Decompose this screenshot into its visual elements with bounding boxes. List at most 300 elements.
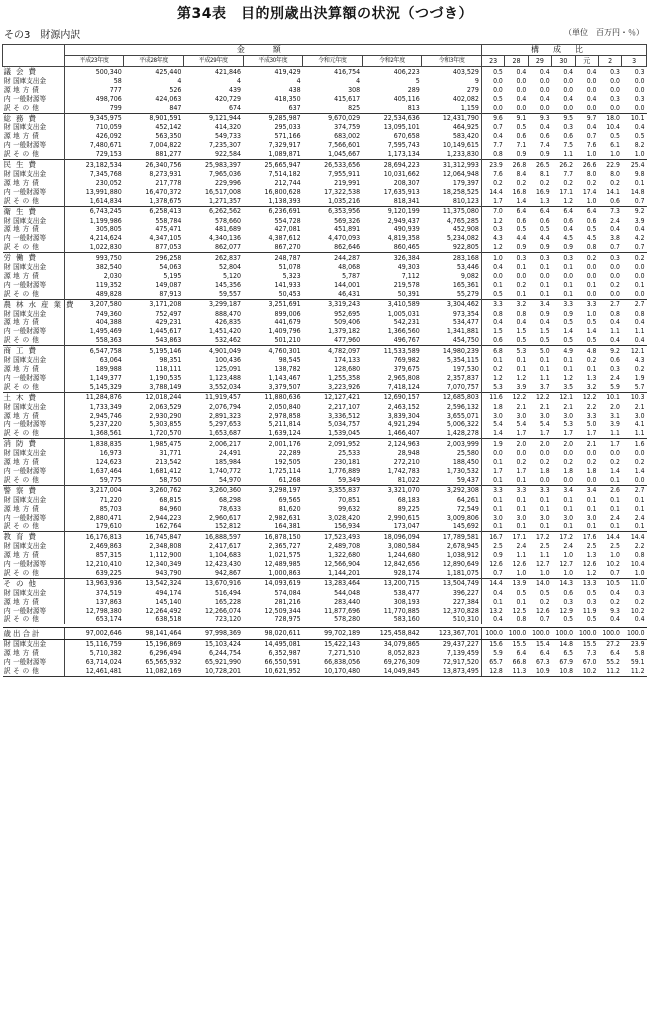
amount-cell: 2,596,132	[446, 402, 479, 411]
amount-cell: 1,138,393	[268, 196, 301, 205]
ratio-cell: 0.8	[516, 615, 527, 624]
amount-cell: 538,477	[393, 588, 420, 597]
amount-cell: 85,703	[64, 505, 124, 514]
amount-cell: 498,706	[64, 95, 124, 104]
amount-cell: 3,260,360	[183, 485, 243, 495]
amount-cell: 415,617	[334, 94, 361, 103]
ratio-cell: 8.0	[610, 169, 620, 178]
amount-cell: 4,819,358	[387, 234, 420, 243]
amount-cell: 3,299,187	[183, 299, 243, 309]
amount-cell: 174,133	[334, 356, 361, 365]
ratio-cell: 0.5	[481, 95, 504, 104]
ratio-cell: 0.0	[586, 76, 597, 85]
amount-cell: 2,945,746	[64, 412, 124, 421]
amount-cell: 2,124,963	[362, 439, 422, 449]
ratio-cell: 3.0	[481, 514, 504, 523]
ratio-cell: 5.3	[505, 346, 528, 356]
source-label: 一般財源等	[13, 373, 47, 382]
source-row	[3, 429, 647, 438]
amount-cell: 532,462	[214, 336, 241, 345]
amount-cell: 7,329,917	[268, 141, 301, 150]
ratio-cell: 0.1	[539, 504, 550, 513]
ratio-cell: 10.1	[598, 392, 621, 402]
source-label: その他	[13, 103, 42, 112]
amount-cell: 12,690,157	[362, 392, 422, 402]
amount-cell: 7,566,601	[328, 141, 361, 150]
unit-note: （単位 百万円・％）	[564, 28, 644, 37]
amount-cell: 6,296,494	[149, 649, 182, 658]
amount-cell: 825	[348, 103, 361, 112]
source-label: 地方債	[13, 225, 42, 234]
ratio-cell: 0.7	[634, 196, 645, 205]
ratio-cell: 0.3	[610, 94, 620, 103]
ratio-cell: 0.2	[634, 597, 645, 606]
ratio-cell: 0.7	[539, 615, 550, 624]
ratio-cell: 5.8	[634, 649, 645, 658]
amount-cell: 11,284,876	[64, 392, 124, 402]
ratio-cell: 0.6	[516, 132, 527, 141]
ratio-cell: 7.0	[481, 206, 504, 216]
ratio-cell: 2.1	[634, 402, 645, 411]
amount-cell: 6,547,758	[64, 346, 124, 356]
amount-cell: 1,733,349	[64, 403, 124, 412]
ratio-cell: 0.0	[610, 76, 620, 85]
side-kanji: 訳	[3, 667, 11, 676]
ratio-cell: 0.1	[610, 522, 620, 531]
ratio-cell: 5.4	[516, 420, 527, 429]
ratio-cell: 10.2	[606, 560, 620, 569]
amount-cell: 728,975	[274, 615, 301, 624]
ratio-cell: 3.4	[552, 485, 575, 495]
ratio-cell: 3.9	[634, 216, 645, 225]
amount-cell: 1,838,835	[64, 439, 124, 449]
amount-cell: 8,901,591	[124, 113, 184, 123]
amount-cell: 7,345,768	[64, 170, 124, 179]
amount-cell: 510,310	[452, 615, 479, 624]
source-label: 地方債	[13, 318, 42, 327]
amount-cell: 3,028,420	[328, 513, 361, 522]
ratio-cell: 0.2	[563, 458, 574, 467]
ratio-cell: 0.1	[539, 365, 550, 373]
ratio-cell: 0.0	[539, 76, 550, 85]
amount-cell: 69,276,309	[383, 658, 420, 667]
ratio-cell: 0.9	[481, 551, 504, 560]
ratio-cell: 0.6	[481, 336, 504, 345]
amount-cell: 283,168	[422, 253, 482, 263]
amount-cell: 11,880,636	[243, 392, 303, 402]
ratio-cell: 0.2	[586, 458, 597, 467]
ratio-cell: 15.4	[536, 640, 550, 649]
amount-cell: 70,851	[338, 495, 361, 504]
amount-cell: 4	[356, 76, 361, 85]
amount-cell: 296,258	[124, 253, 184, 263]
amount-cell: 574,084	[274, 588, 301, 597]
amount-cell: 638,518	[155, 615, 182, 624]
ratio-cell: 1.0	[586, 150, 597, 159]
category-label: 総務費	[3, 113, 65, 123]
amount-cell: 10,728,201	[183, 667, 243, 676]
ratio-cell: 5.0	[586, 420, 597, 429]
source-row	[3, 420, 647, 429]
ratio-cell: 0.4	[481, 263, 504, 272]
ratio-cell: 2.5	[481, 542, 504, 551]
amount-cell: 68,183	[397, 495, 420, 504]
amount-cell: 419,429	[243, 67, 303, 77]
ratio-cell: 0.5	[586, 615, 597, 624]
amount-cell: 424,063	[155, 94, 182, 103]
ratio-cell: 6.8	[481, 346, 504, 356]
ratio-cell: 0.4	[539, 123, 550, 132]
amount-cell: 165,228	[214, 597, 241, 606]
amount-cell: 3,552,034	[208, 382, 241, 391]
source-row	[3, 607, 647, 616]
year-header-row	[3, 56, 647, 67]
source-row	[3, 374, 647, 383]
ratio-cell: 7.6	[586, 141, 597, 150]
ratio-cell: 0.1	[516, 365, 527, 373]
ratio-cell: 0.3	[481, 225, 504, 234]
ratio-cell: 15.6	[481, 640, 504, 649]
amount-cell: 12,461,481	[64, 667, 124, 676]
amount-cell: 164,381	[274, 522, 301, 531]
ratio-cell: 0.1	[610, 475, 620, 484]
source-label: 一般財源等	[13, 420, 47, 429]
ratio-cell: 7.7	[481, 141, 504, 150]
ratio-cell: 12.6	[512, 560, 527, 569]
amount-cell: 173,047	[393, 522, 420, 531]
ratio-cell: 0.1	[516, 495, 527, 504]
amount-cell: 13,095,101	[383, 123, 420, 132]
amount-cell: 145,140	[155, 597, 182, 606]
source-label: 地方債	[13, 178, 42, 187]
ratio-cell: 0.0	[634, 85, 645, 94]
ratio-cell: 0.1	[539, 495, 550, 504]
amount-cell: 46,431	[338, 289, 361, 298]
amount-cell: 382,540	[64, 263, 124, 272]
amount-cell: 28,948	[397, 449, 420, 458]
ratio-cell: 8.1	[539, 169, 550, 178]
ratio-cell: 1.1	[610, 429, 620, 438]
amount-cell: 8,052,823	[387, 649, 420, 658]
source-label: 国庫支出金	[13, 216, 47, 225]
amount-cell: 554,728	[274, 216, 301, 225]
ratio-cell: 0.3	[622, 67, 647, 77]
amount-cell: 922,805	[452, 243, 479, 252]
amount-cell: 6,258,413	[124, 206, 184, 216]
ratio-cell: 0.0	[516, 271, 527, 280]
amount-cell: 429,231	[155, 318, 182, 327]
ratio-cell: 7.4	[539, 141, 550, 150]
ratio-cell: 3.3	[552, 299, 575, 309]
amount-cell: 1,366,560	[387, 327, 420, 336]
source-label: 国庫支出金	[13, 495, 47, 504]
amount-cell: 12,685,803	[422, 392, 482, 402]
ratio-cell: 10.4	[606, 123, 620, 132]
amount-cell: 558,784	[155, 216, 182, 225]
ratio-cell: 9.5	[552, 113, 575, 123]
ratio-cell: 3.0	[563, 513, 574, 522]
ratio-cell: 12.7	[559, 560, 574, 569]
amount-cell: 516,494	[214, 588, 241, 597]
category-row	[3, 67, 647, 77]
source-row	[3, 403, 647, 412]
amount-cell: 219,991	[334, 178, 361, 187]
amount-cell: 100,436	[214, 356, 241, 365]
amount-cell: 12,431,790	[422, 113, 482, 123]
ratio-cell: 0.1	[516, 263, 527, 272]
amount-cell: 494,174	[155, 588, 182, 597]
ratio-cell: 0.4	[610, 225, 620, 234]
amount-cell: 3,655,071	[446, 411, 479, 420]
ratio-cell: 0.1	[516, 522, 527, 531]
source-row	[3, 132, 647, 141]
ratio-cell: 0.7	[586, 132, 597, 141]
amount-cell: 13,670,916	[183, 578, 243, 588]
ratio-cell: 10.3	[622, 392, 647, 402]
amount-cell: 5,354,115	[446, 356, 479, 365]
amount-cell: 558,363	[64, 336, 124, 345]
amount-cell: 3,223,926	[328, 382, 361, 391]
ratio-cell: 0.5	[563, 615, 574, 624]
source-label: その他	[12, 667, 64, 676]
ratio-cell: 0.7	[634, 243, 645, 252]
amount-cell: 8,273,931	[149, 169, 182, 178]
ratio-cell: 0.2	[586, 356, 597, 365]
ratio-cell: 0.9	[516, 150, 527, 159]
amount-cell: 185,984	[214, 458, 241, 467]
amount-cell: 22,534,636	[362, 113, 422, 123]
ratio-cell: 12.8	[481, 667, 504, 676]
ratio-cell: 0.1	[586, 504, 597, 513]
source-label: その他	[13, 243, 42, 252]
amount-cell: 17,322,538	[324, 187, 361, 196]
ratio-cell: 0.0	[586, 475, 597, 484]
amount-cell: 1,637,464	[64, 467, 124, 476]
ratio-cell: 1.2	[481, 217, 504, 226]
amount-cell: 1,639,124	[268, 429, 301, 438]
amount-cell: 1,451,420	[208, 327, 241, 336]
amount-cell: 87,913	[159, 289, 182, 298]
side-kanji: 訳	[3, 475, 11, 484]
amount-cell: 1,123,488	[208, 373, 241, 382]
ratio-cell: 0.2	[610, 280, 620, 289]
amount-cell: 418,350	[274, 94, 301, 103]
ratio-cell: 12.7	[536, 560, 550, 569]
side-kanji: 訳	[3, 568, 11, 577]
ratio-cell: 6.4	[528, 206, 551, 216]
ratio-cell: 3.0	[481, 412, 504, 421]
ratio-cell: 7.1	[516, 141, 527, 150]
amount-cell: 31,312,993	[422, 160, 482, 170]
side-kanji: 内	[3, 327, 11, 336]
amount-cell: 262,837	[183, 253, 243, 263]
source-label: 一般財源等	[13, 187, 47, 196]
side-kanji: 訳	[3, 336, 11, 345]
ratio-cell: 12.1	[622, 346, 647, 356]
source-label: 地方債	[13, 597, 42, 606]
amount-cell: 1,233,830	[446, 150, 479, 159]
ratio-cell: 7.6	[481, 170, 504, 179]
ratio-cell: 0.3	[598, 253, 621, 263]
ratio-cell: 2.2	[586, 402, 597, 411]
ratio-cell: 3.3	[528, 485, 551, 495]
amount-cell: 59,349	[338, 475, 361, 484]
source-label: 一般財源等	[13, 513, 47, 522]
side-kanji: 財	[3, 263, 11, 272]
source-row	[3, 496, 647, 505]
source-row	[3, 95, 647, 104]
source-label: 一般財源等	[13, 560, 47, 569]
ratio-cell: 0.4	[552, 67, 575, 77]
ratio-cell: 0.0	[610, 85, 620, 94]
amount-cell: 13,542,324	[124, 578, 184, 588]
amount-cell: 12,842,656	[383, 560, 420, 569]
source-label: 国庫支出金	[13, 542, 47, 551]
ratio-cell: 0.4	[634, 123, 645, 132]
amount-cell: 1,720,570	[149, 429, 182, 438]
side-kanji: 源	[3, 597, 11, 606]
source-row	[3, 640, 647, 649]
ratio-cell: 1.4	[481, 429, 504, 438]
amount-cell: 4,760,301	[243, 346, 303, 356]
ratio-cell: 0.0	[481, 77, 504, 86]
ratio-cell: 0.3	[634, 588, 645, 597]
ratio-cell: 0.3	[505, 253, 528, 263]
side-kanji: 訳	[3, 522, 11, 531]
amount-cell: 12,509,344	[264, 606, 301, 615]
ratio-cell: 0.1	[563, 365, 574, 373]
ratio-year-header: 28	[505, 56, 528, 67]
ratio-cell: 2.4	[610, 373, 620, 382]
source-label: 国庫支出金	[13, 588, 47, 597]
amount-cell: 12,210,410	[64, 560, 124, 569]
ratio-cell: 0.4	[539, 318, 550, 327]
amount-cell: 12,798,380	[64, 607, 124, 616]
ratio-cell: 0.2	[575, 253, 598, 263]
source-label: 地方債	[13, 411, 42, 420]
ratio-cell: 0.4	[634, 615, 645, 624]
ratio-cell: 14.4	[598, 532, 621, 542]
ratio-cell: 16.7	[481, 532, 504, 542]
amount-cell: 13,873,495	[422, 667, 482, 676]
ratio-cell: 0.4	[528, 67, 551, 77]
ratio-cell: 3.4	[575, 485, 598, 495]
ratio-cell: 1.2	[563, 196, 574, 205]
amount-cell: 14,093,619	[243, 578, 303, 588]
side-kanji: 内	[3, 513, 11, 522]
ratio-cell: 0.3	[610, 365, 620, 373]
amount-cell: 59,437	[456, 475, 479, 484]
ratio-cell: 1.1	[563, 150, 574, 159]
amount-cell: 1,740,772	[208, 466, 241, 475]
amount-cell: 3,298,197	[243, 485, 303, 495]
amount-cell: 13,283,464	[303, 578, 363, 588]
amount-cell: 881,277	[155, 150, 182, 159]
ratio-year-header: 2	[598, 56, 621, 67]
source-label: 一般財源等	[13, 234, 47, 243]
source-label: 国庫支出金	[13, 640, 47, 649]
amount-cell: 7,139,459	[446, 649, 479, 658]
ratio-cell: 0.7	[610, 568, 620, 577]
ratio-cell: 8.2	[634, 141, 645, 150]
amount-cell: 2,965,808	[387, 373, 420, 382]
source-label: 地方債	[13, 504, 42, 513]
ratio-cell: 0.3	[563, 123, 574, 132]
category-label: 農林水産業費	[3, 299, 79, 309]
ratio-cell: 0.3	[634, 94, 645, 103]
amount-cell: 244,287	[303, 253, 363, 263]
ratio-cell: 1.3	[586, 551, 597, 560]
amount-cell: 7,514,182	[268, 169, 301, 178]
amount-cell: 4,347,105	[149, 234, 182, 243]
ratio-cell: 1.2	[563, 373, 574, 382]
amount-cell: 860,465	[393, 243, 420, 252]
source-row	[3, 615, 647, 624]
ratio-cell: 3.7	[539, 382, 550, 391]
ratio-cell: 0.5	[516, 225, 527, 234]
ratio-cell: 1.8	[481, 403, 504, 412]
amount-cell: 1,725,114	[268, 466, 301, 475]
amount-cell: 578,660	[214, 216, 241, 225]
side-kanji: 内	[3, 187, 11, 196]
amount-cell: 14,980,239	[422, 346, 482, 356]
amount-cell: 59,775	[64, 476, 124, 485]
ratio-cell: 4.1	[634, 420, 645, 429]
amount-cell: 813	[407, 103, 420, 112]
category-row	[3, 392, 647, 402]
side-kanji: 源	[3, 85, 11, 94]
source-label: 国庫支出金	[13, 356, 47, 365]
amount-cell: 28,694,223	[362, 160, 422, 170]
ratio-cell: 1.4	[516, 196, 527, 205]
ratio-cell: 0.2	[539, 178, 550, 187]
amount-cell: 227,384	[452, 597, 479, 606]
amount-cell: 6,262,562	[183, 206, 243, 216]
amount-cell: 72,549	[456, 504, 479, 513]
amount-cell: 2,365,727	[268, 542, 301, 551]
category-label: 民生費	[3, 160, 65, 170]
amount-cell: 65,921,990	[204, 658, 241, 667]
ratio-cell: 0.7	[481, 123, 504, 132]
ratio-cell: 5.9	[481, 649, 504, 658]
ratio-cell: 0.1	[481, 476, 504, 485]
ratio-cell: 0.6	[610, 196, 620, 205]
amount-cell: 11,082,169	[124, 667, 184, 676]
amount-cell: 416,754	[303, 67, 363, 77]
ratio-cell: 2.6	[598, 485, 621, 495]
amount-cell: 421,846	[183, 67, 243, 77]
source-label: 一般財源等	[13, 280, 47, 289]
side-kanji: 源	[3, 132, 11, 141]
ratio-cell: 3.0	[516, 411, 527, 420]
ratio-cell: 0.0	[586, 289, 597, 298]
ratio-cell: 0.5	[539, 336, 550, 345]
side-kanji: 源	[3, 365, 11, 373]
amount-cell: 17,635,913	[383, 187, 420, 196]
source-row	[3, 514, 647, 523]
ratio-cell: 4.5	[586, 234, 597, 243]
ratio-cell: 6.4	[575, 206, 598, 216]
ratio-cell: 0.4	[610, 615, 620, 624]
source-label: 地方債	[13, 458, 42, 467]
amount-cell: 5	[415, 76, 420, 85]
amount-cell: 1,021,575	[268, 551, 301, 560]
amount-cell: 7,595,743	[387, 141, 420, 150]
side-kanji: 源	[3, 504, 11, 513]
ratio-cell: 5.9	[610, 382, 620, 391]
amount-cell: 98,351	[159, 356, 182, 365]
amount-cell: 25,665,947	[243, 160, 303, 170]
